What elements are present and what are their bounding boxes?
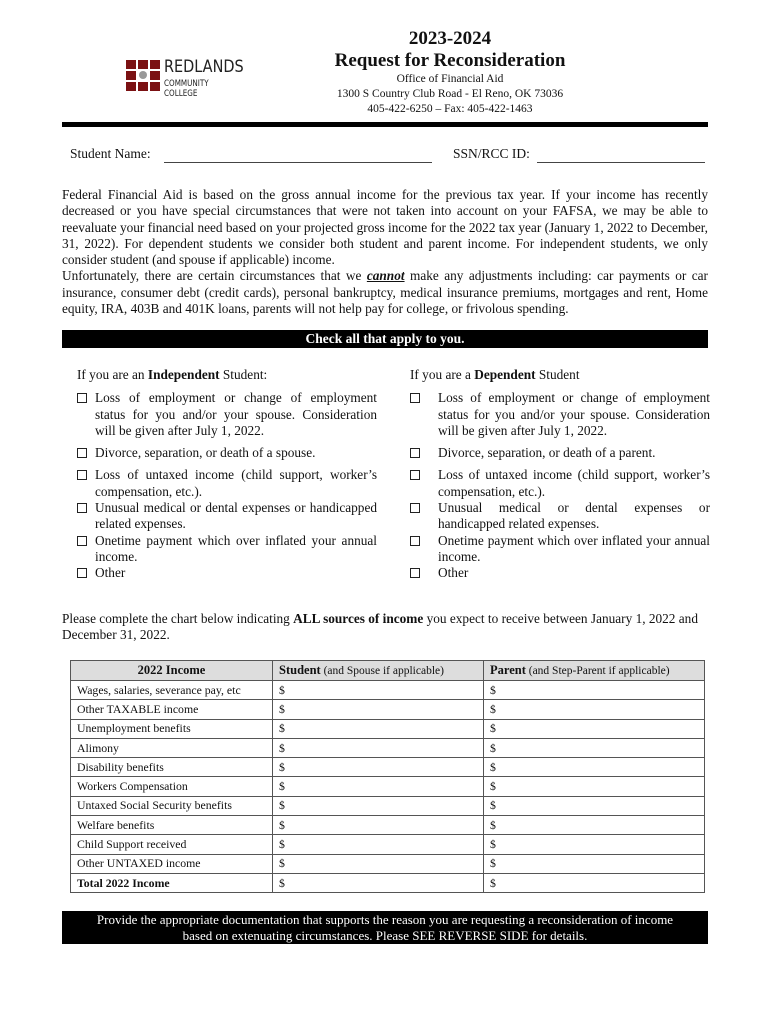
parent-amount-field[interactable]: $ [484, 681, 705, 700]
student-amount-field[interactable]: $ [273, 777, 484, 796]
income-source: Total 2022 Income [71, 873, 273, 892]
ssn-label: SSN/RCC ID: [453, 146, 530, 161]
table-row [71, 681, 705, 700]
check-all-banner: Check all that apply to you. [62, 330, 708, 348]
exclusions-text-end: make any adjustments including: car payments or car insurance, consumer debt (credit cards), personal bankruptcy, medical insurance premiums, mortgages and rent, Home equity, IRA, 403B and 401K loans, parents will not help pay for college, or frivolous spending. [62, 268, 708, 317]
checkbox[interactable] [410, 503, 420, 513]
office-phone: 405-422-6250 – Fax: 405-422-1463 [367, 103, 533, 115]
header-divider [62, 122, 708, 127]
student-name-label: Student Name: [70, 146, 151, 161]
checkbox[interactable] [410, 393, 420, 403]
checkbox-item[interactable]: Other [410, 565, 710, 581]
table-row [71, 796, 705, 815]
parent-amount-field[interactable]: $ [484, 719, 705, 738]
student-amount-field[interactable]: $ [273, 816, 484, 835]
income-source: Workers Compensation [71, 777, 273, 796]
checkbox-item[interactable]: Loss of employment or change of employment status for you and/or your spouse. Consideration will be given after July 1, 2022. [77, 390, 377, 439]
parent-amount-field[interactable]: $ [484, 700, 705, 719]
checkbox[interactable] [77, 503, 87, 513]
checkbox-item[interactable]: Loss of employment or change of employment status for you and/or your spouse. Consideration will be given after July 1, 2022. [410, 390, 710, 439]
independent-column [77, 367, 377, 582]
income-source: Other UNTAXED income [71, 854, 273, 873]
income-source: Other TAXABLE income [71, 700, 273, 719]
parent-amount-field[interactable]: $ [484, 796, 705, 815]
intro-paragraph: Federal Financial Aid is based on the gross annual income for the previous tax year. If your income has recently decreased or you have special circumstances that were not taken into account on your FAFSA, we may be able to reevaluate your financial need based on your projected gross income for the 2022 tax year (January 1, 2022 to December, 31, 2022). For dependent students we consider both student and parent income. For independent students, we only consider student (and spouse if applicable) income. [62, 187, 708, 268]
income-source: Untaxed Social Security benefits [71, 796, 273, 815]
parent-amount-field[interactable]: $ [484, 777, 705, 796]
ssn-field[interactable] [537, 162, 705, 163]
income-column-header: 2022 Income [71, 661, 273, 681]
parent-amount-field[interactable]: $ [484, 854, 705, 873]
dependent-heading: If you are a Dependent Student [410, 367, 580, 382]
checkbox[interactable] [77, 393, 87, 403]
documentation-banner: Provide the appropriate documentation that supports the reason you are requesting a reconsideration of income based on extenuating circumstances. Please SEE REVERSE SIDE for details. [62, 911, 708, 944]
checkbox-item[interactable]: Other [77, 565, 377, 581]
checkbox-item[interactable]: Unusual medical or dental expenses or handicapped related expenses. [77, 500, 377, 533]
parent-amount-field[interactable]: $ [484, 835, 705, 854]
table-row [71, 758, 705, 777]
income-source: Unemployment benefits [71, 719, 273, 738]
checkbox-item[interactable]: Onetime payment which over inflated your annual income. [410, 533, 710, 566]
income-source: Disability benefits [71, 758, 273, 777]
income-source: Welfare benefits [71, 816, 273, 835]
checkbox[interactable] [77, 536, 87, 546]
table-row [71, 854, 705, 873]
student-amount-field[interactable]: $ [273, 738, 484, 757]
student-amount-field[interactable]: $ [273, 758, 484, 777]
parent-amount-field[interactable]: $ [484, 873, 705, 892]
table-row [71, 835, 705, 854]
independent-heading: If you are an Independent Student: [77, 367, 268, 382]
office-address: 1300 S Country Club Road - El Reno, OK 73036 [336, 88, 564, 100]
income-source: Child Support received [71, 835, 273, 854]
income-source: Wages, salaries, severance pay, etc [71, 681, 273, 700]
checkbox-item[interactable]: Divorce, separation, or death of a parent. [410, 445, 710, 461]
student-amount-field[interactable]: $ [273, 854, 484, 873]
college-logo [126, 57, 256, 99]
checkbox[interactable] [410, 470, 420, 480]
form-year: 2023-2024 [408, 28, 492, 49]
student-name-field[interactable] [164, 162, 432, 163]
logo-subtitle: COMMUNITY COLLEGE [164, 79, 209, 99]
student-amount-field[interactable]: $ [273, 835, 484, 854]
logo-name: REDLANDS [164, 57, 244, 77]
table-row [71, 816, 705, 835]
checkbox[interactable] [77, 470, 87, 480]
exclusions-text: Unfortunately, there are certain circumstances that we [62, 268, 367, 284]
student-amount-field[interactable]: $ [273, 719, 484, 738]
checkbox-item[interactable]: Unusual medical or dental expenses or handicapped related expenses. [410, 500, 710, 533]
checkbox[interactable] [77, 568, 87, 578]
office-name: Office of Financial Aid [396, 73, 504, 85]
table-row [71, 777, 705, 796]
student-amount-field[interactable]: $ [273, 796, 484, 815]
checkbox-item[interactable]: Divorce, separation, or death of a spouse. [77, 445, 377, 461]
parent-amount-field[interactable]: $ [484, 738, 705, 757]
exclusions-paragraph [62, 268, 708, 317]
table-row [71, 738, 705, 757]
checkbox[interactable] [77, 448, 87, 458]
checkbox-item[interactable]: Loss of untaxed income (child support, worker’s compensation, etc.). [410, 467, 710, 500]
income-source: Alimony [71, 738, 273, 757]
intro-text [62, 187, 708, 317]
table-row [71, 873, 705, 892]
income-table [70, 660, 705, 893]
table-header [71, 661, 705, 681]
checkbox[interactable] [410, 568, 420, 578]
checkbox[interactable] [410, 536, 420, 546]
form-title: Request for Reconsideration [334, 50, 566, 71]
parent-amount-field[interactable]: $ [484, 758, 705, 777]
dependent-column [410, 367, 710, 582]
parent-column-header: Parent (and Step-Parent if applicable) [484, 661, 705, 681]
checkbox-item[interactable]: Loss of untaxed income (child support, worker’s compensation, etc.). [77, 467, 377, 500]
income-instructions: Please complete the chart below indicating ALL sources of income you expect to receive between January 1, 2022 and December 31, 2022. [62, 611, 698, 643]
student-amount-field[interactable]: $ [273, 700, 484, 719]
checkbox-item[interactable]: Onetime payment which over inflated your annual income. [77, 533, 377, 566]
student-amount-field[interactable]: $ [273, 873, 484, 892]
cannot-emphasis: cannot [366, 268, 405, 284]
student-amount-field[interactable]: $ [273, 681, 484, 700]
student-column-header: Student (and Spouse if applicable) [273, 661, 484, 681]
parent-amount-field[interactable]: $ [484, 816, 705, 835]
checkbox[interactable] [410, 448, 420, 458]
table-row [71, 719, 705, 738]
table-row [71, 700, 705, 719]
